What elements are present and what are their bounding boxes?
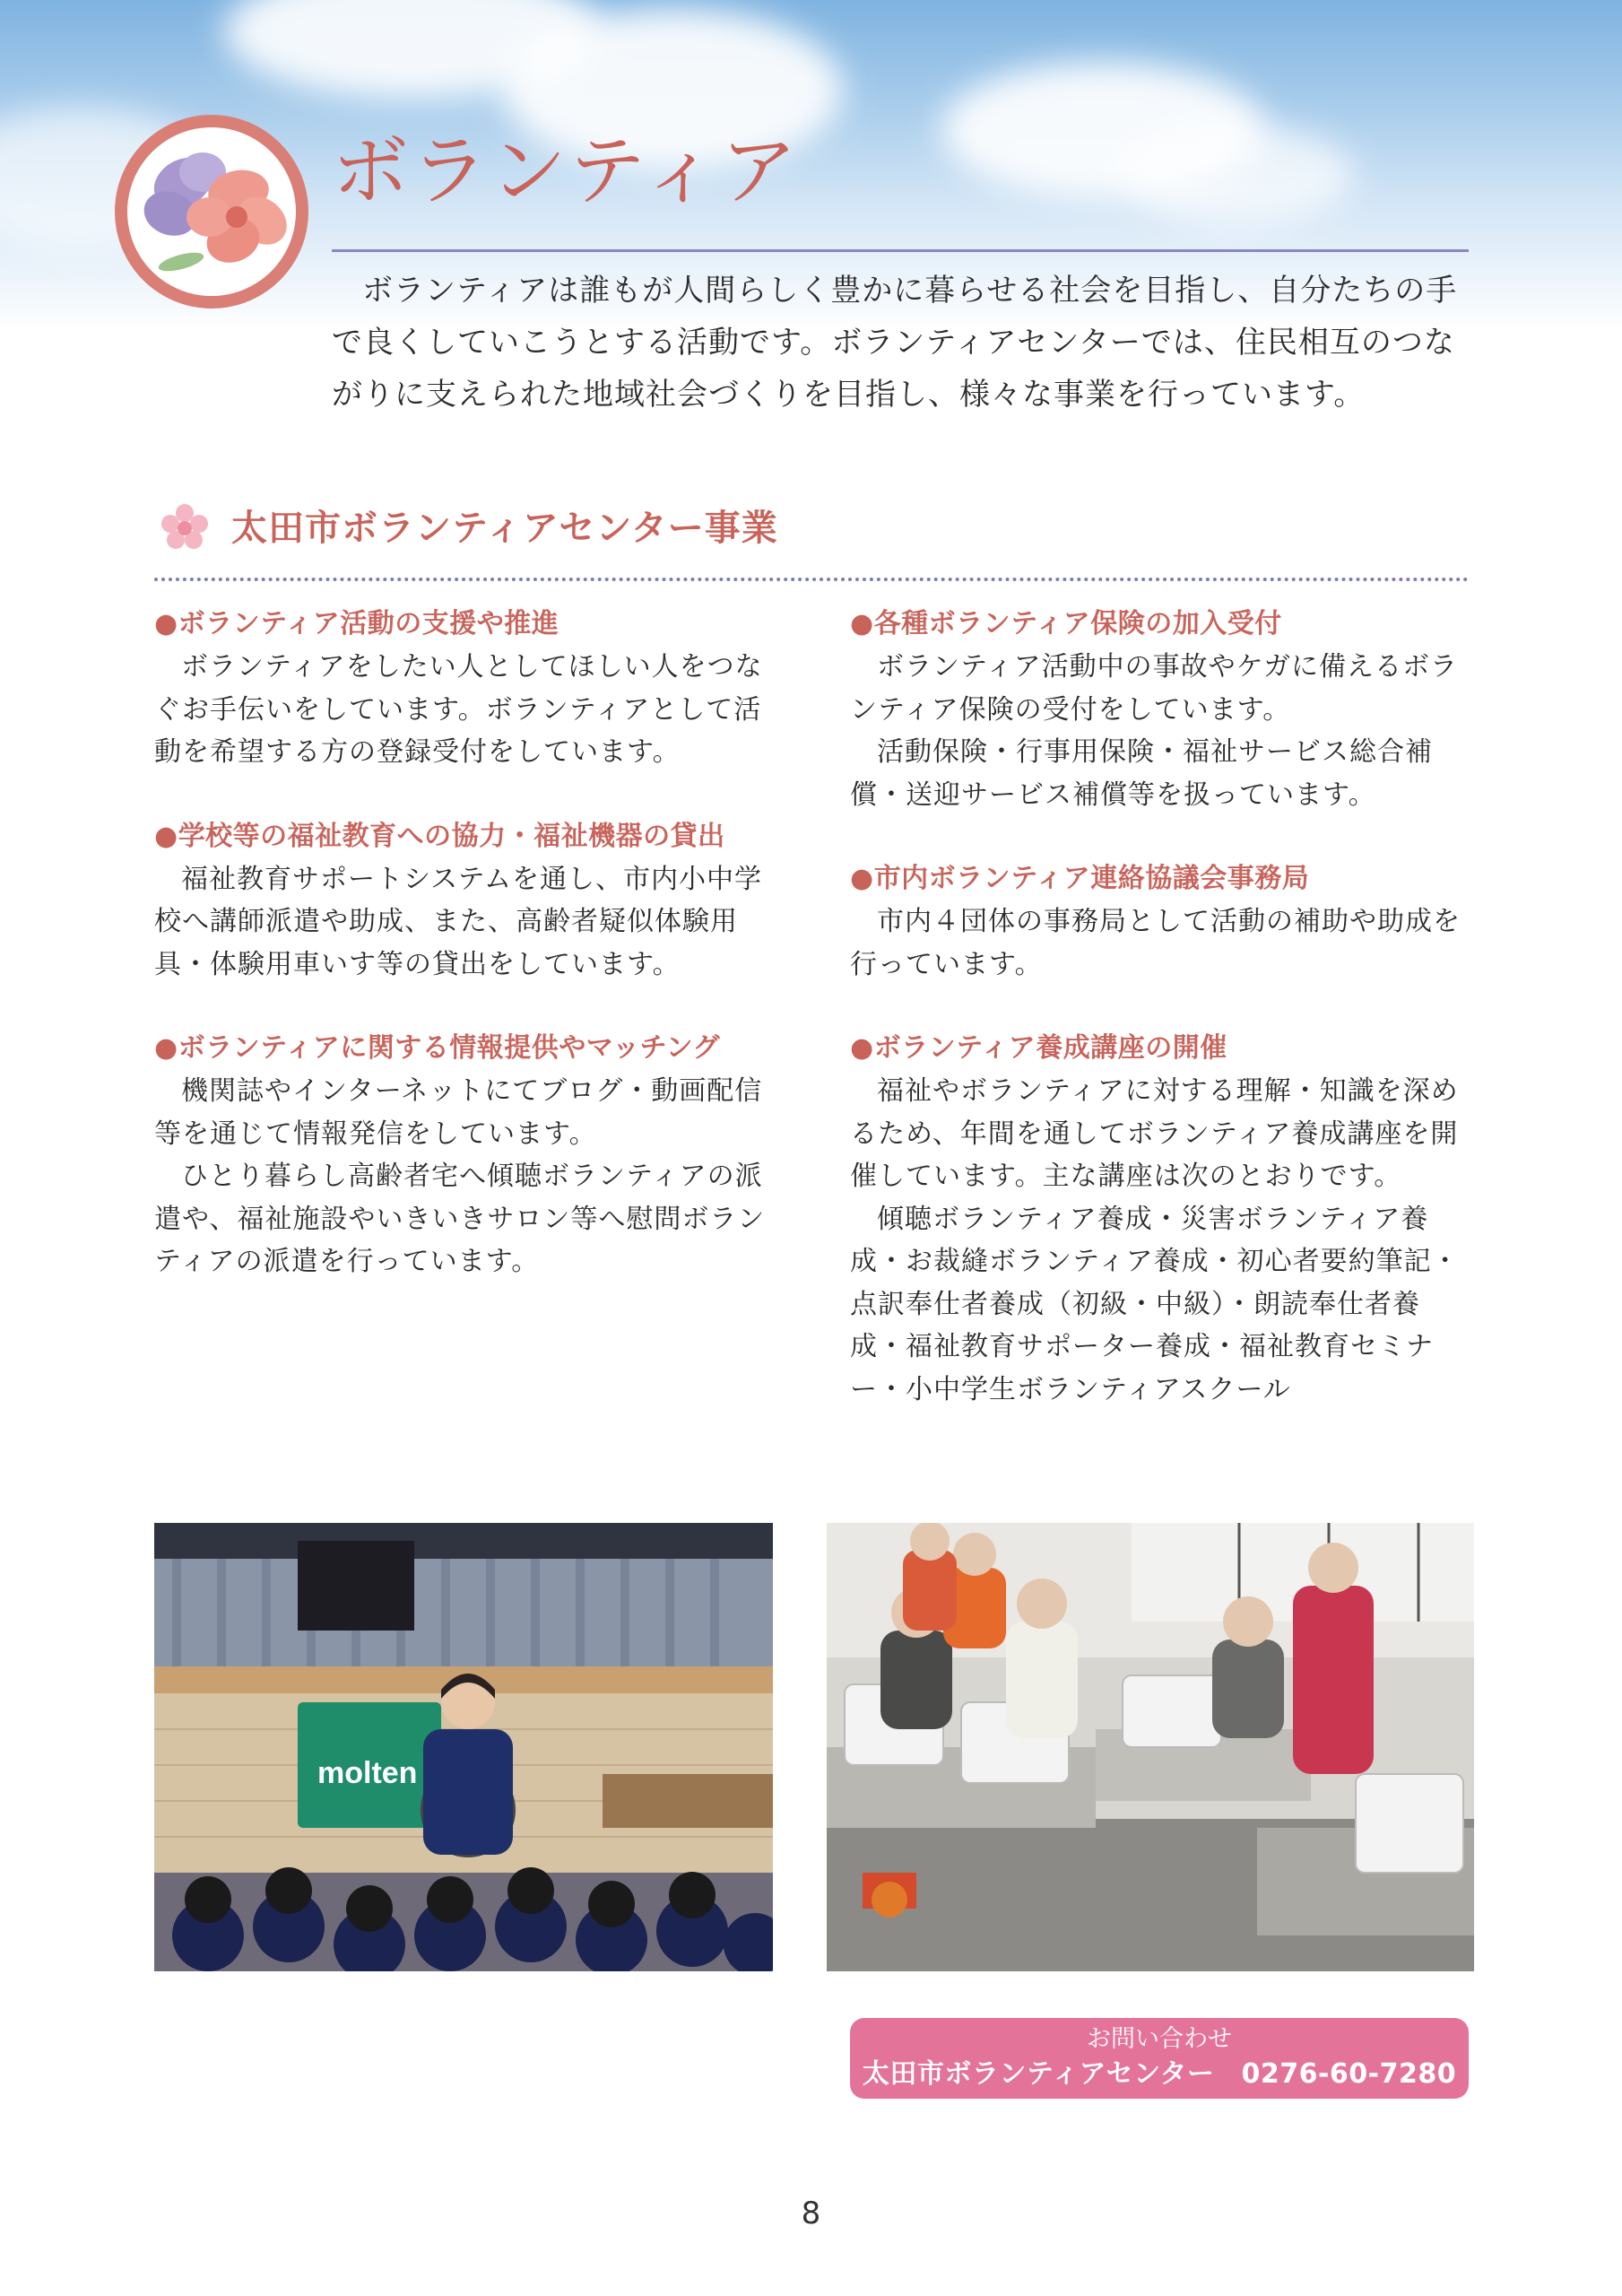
left-column [154, 603, 773, 1325]
contact-label: お問い合わせ [1087, 2025, 1232, 2053]
bullet-icon: ● [850, 608, 874, 639]
item-text: 傾聴ボランティア養成・災害ボランティア養成・お裁縫ボランティア養成・初心者要約筆記・点訳奉仕者養成（初級・中級）・朗読奉仕者養成・福祉教育サポーター養成・福祉教育セミナー・小中学生ボランティアスクール [850, 1203, 1460, 1405]
list-item [154, 1027, 773, 1283]
bullet-icon: ● [154, 820, 178, 852]
item-text: 福祉教育サポートシステムを通し、市内小中学校へ講師派遣や助成、また、高齢者疑似体験用具・体験用車いす等の貸出をしています。 [154, 863, 762, 980]
page-number: 8 [801, 2196, 821, 2231]
item-heading: ●ボランティアに関する情報提供やマッチング [154, 1032, 720, 1064]
list-item [154, 603, 773, 774]
item-text: ひとり暮らし高齢者宅へ傾聴ボランティアの派遣や、福祉施設やいきいきサロン等へ慰問ボランティアの派遣を行っています。 [154, 1161, 766, 1277]
item-text: 福祉やボランティアに対する理解・知識を深めるため、年間を通してボランティア養成講座を開催しています。主な講座は次のとおりです。 [850, 1075, 1459, 1192]
intro-paragraph: ボランティアは誰もが人間らしく豊かに暮らせる社会を目指し、自分たちの手で良くしていこうとする活動です。ボランティアセンターでは、住民相互のつながりに支えられた地域社会づくりを目指し、様々な事業を行っています。 [332, 273, 1458, 413]
contact-name: 太田市ボランティアセンター [862, 2058, 1215, 2090]
contact-line [850, 2056, 1469, 2093]
dotted-divider [154, 578, 1469, 581]
list-item [850, 857, 1469, 986]
list-item [850, 603, 1469, 816]
section-heading [160, 502, 1469, 556]
flower-emblem [115, 115, 308, 309]
page-title: ボランティア [332, 126, 800, 216]
item-heading: ●ボランティア活動の支援や推進 [154, 608, 559, 639]
flower-icon [160, 502, 210, 552]
title-underline [332, 249, 1469, 252]
right-column [850, 603, 1469, 1452]
banner-text: molten [317, 1756, 418, 1790]
item-text: 活動保険・行事用保険・福祉サービス総合補償・送迎サービス補償等を扱っています。 [850, 736, 1433, 811]
item-heading: ●市内ボランティア連絡協議会事務局 [850, 863, 1310, 894]
photo-wheelchair-talk [154, 1523, 773, 1971]
contact-phone[interactable]: 0276-60-7280 [1241, 2058, 1457, 2090]
bullet-icon: ● [154, 608, 178, 639]
bullet-icon: ● [154, 1032, 178, 1064]
section-title: 太田市ボランティアセンター事業 [231, 508, 778, 549]
item-text: ボランティアをしたい人としてほしい人をつなぐお手伝いをしています。ボランティアとして活動を希望する方の登録受付をしています。 [154, 651, 763, 768]
item-heading: ●各種ボランティア保険の加入受付 [850, 608, 1282, 639]
bullet-icon: ● [850, 1032, 874, 1064]
photo-sewing-class [827, 1523, 1474, 1971]
list-item [850, 1027, 1469, 1411]
item-heading: ●ボランティア養成講座の開催 [850, 1032, 1227, 1064]
contact-box [850, 2018, 1469, 2099]
item-text: 市内４団体の事務局として活動の補助や助成を行っています。 [850, 906, 1461, 980]
bullet-icon: ● [850, 863, 874, 894]
flower-icon [127, 127, 296, 296]
list-item [154, 815, 773, 987]
item-text: ボランティア活動中の事故やケガに備えるボランティア保険の受付をしています。 [850, 651, 1458, 726]
item-text: 機関誌やインターネットにてブログ・動画配信等を通じて情報発信をしています。 [154, 1075, 763, 1150]
item-heading: ●学校等の福祉教育への協力・福祉機器の貸出 [154, 820, 725, 852]
